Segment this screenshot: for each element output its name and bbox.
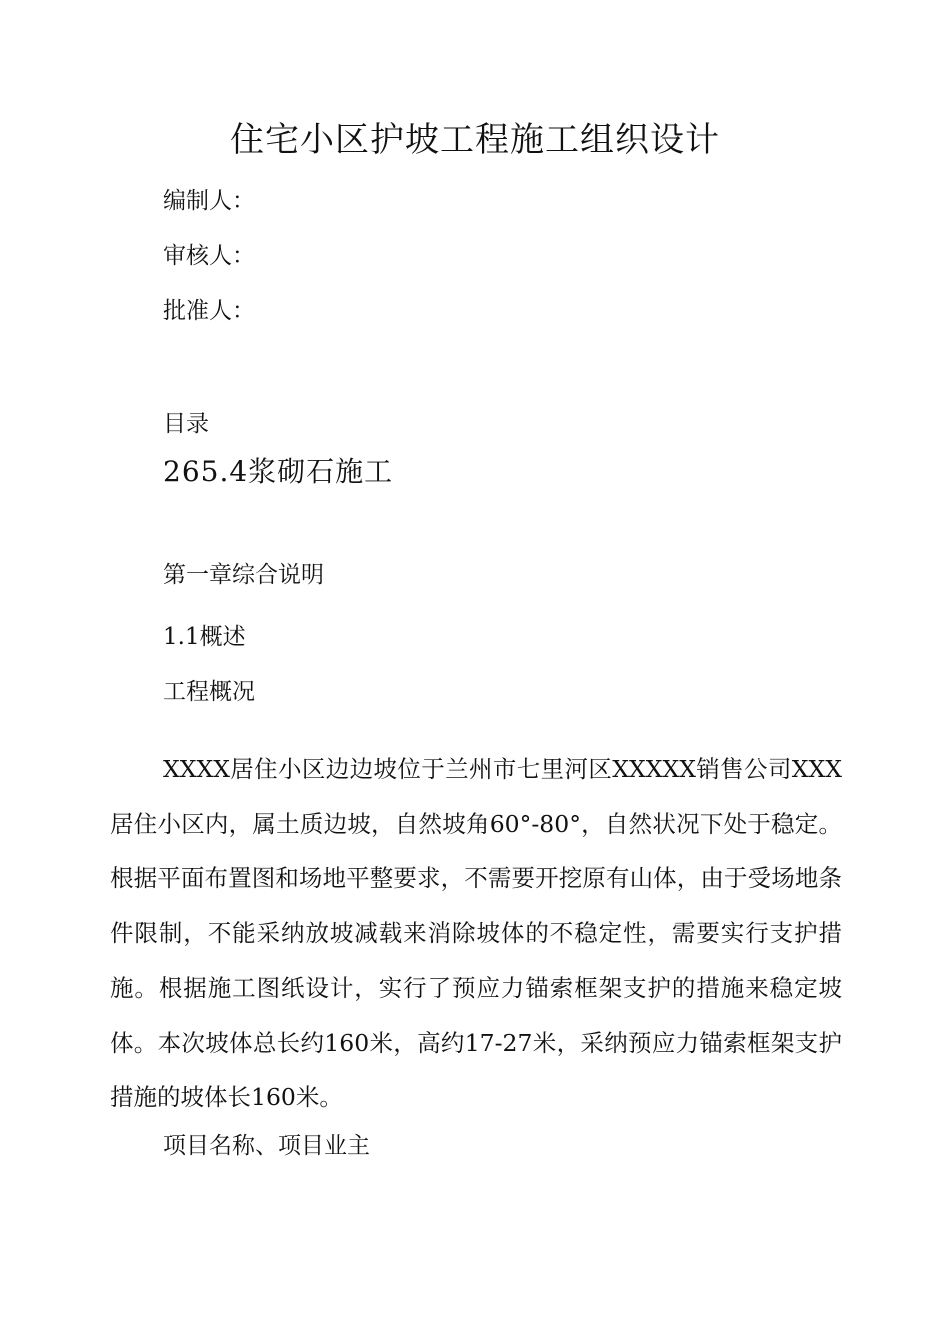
reviewer-label: 审核人：: [163, 243, 255, 269]
chapter-heading: 第一章综合说明: [163, 562, 324, 588]
editor-label: 编制人：: [163, 188, 255, 214]
toc-heading: 目录: [163, 411, 209, 437]
project-overview-paragraph: XXXX居住小区边边坡位于兰州市七里河区XXXXX销售公司XXX居住小区内，属土质边坡，自然坡角60°-80°，自然状况下处于稳定。根据平面布置图和场地平整要求，不需要开挖原有山体，由于受场地条件限制，不能采纳放坡减载来消除坡体的不稳定性，需要实行支护措施。根据施工图纸设计，实行了预应力锚索框架支护的措施来稳定坡体。本次坡体总长约160米，高约17-27米，采纳预应力锚索框架支护措施的坡体长160米。: [110, 755, 842, 1112]
toc-entry: 265.4浆砌石施工: [163, 455, 394, 488]
next-section-heading: 项目名称、项目业主: [163, 1133, 370, 1159]
approver-label: 批准人：: [163, 298, 255, 324]
document-title: 住宅小区护坡工程施工组织设计: [230, 120, 720, 160]
subsection-heading: 工程概况: [163, 679, 255, 705]
section-heading: 1.1概述: [163, 624, 246, 650]
